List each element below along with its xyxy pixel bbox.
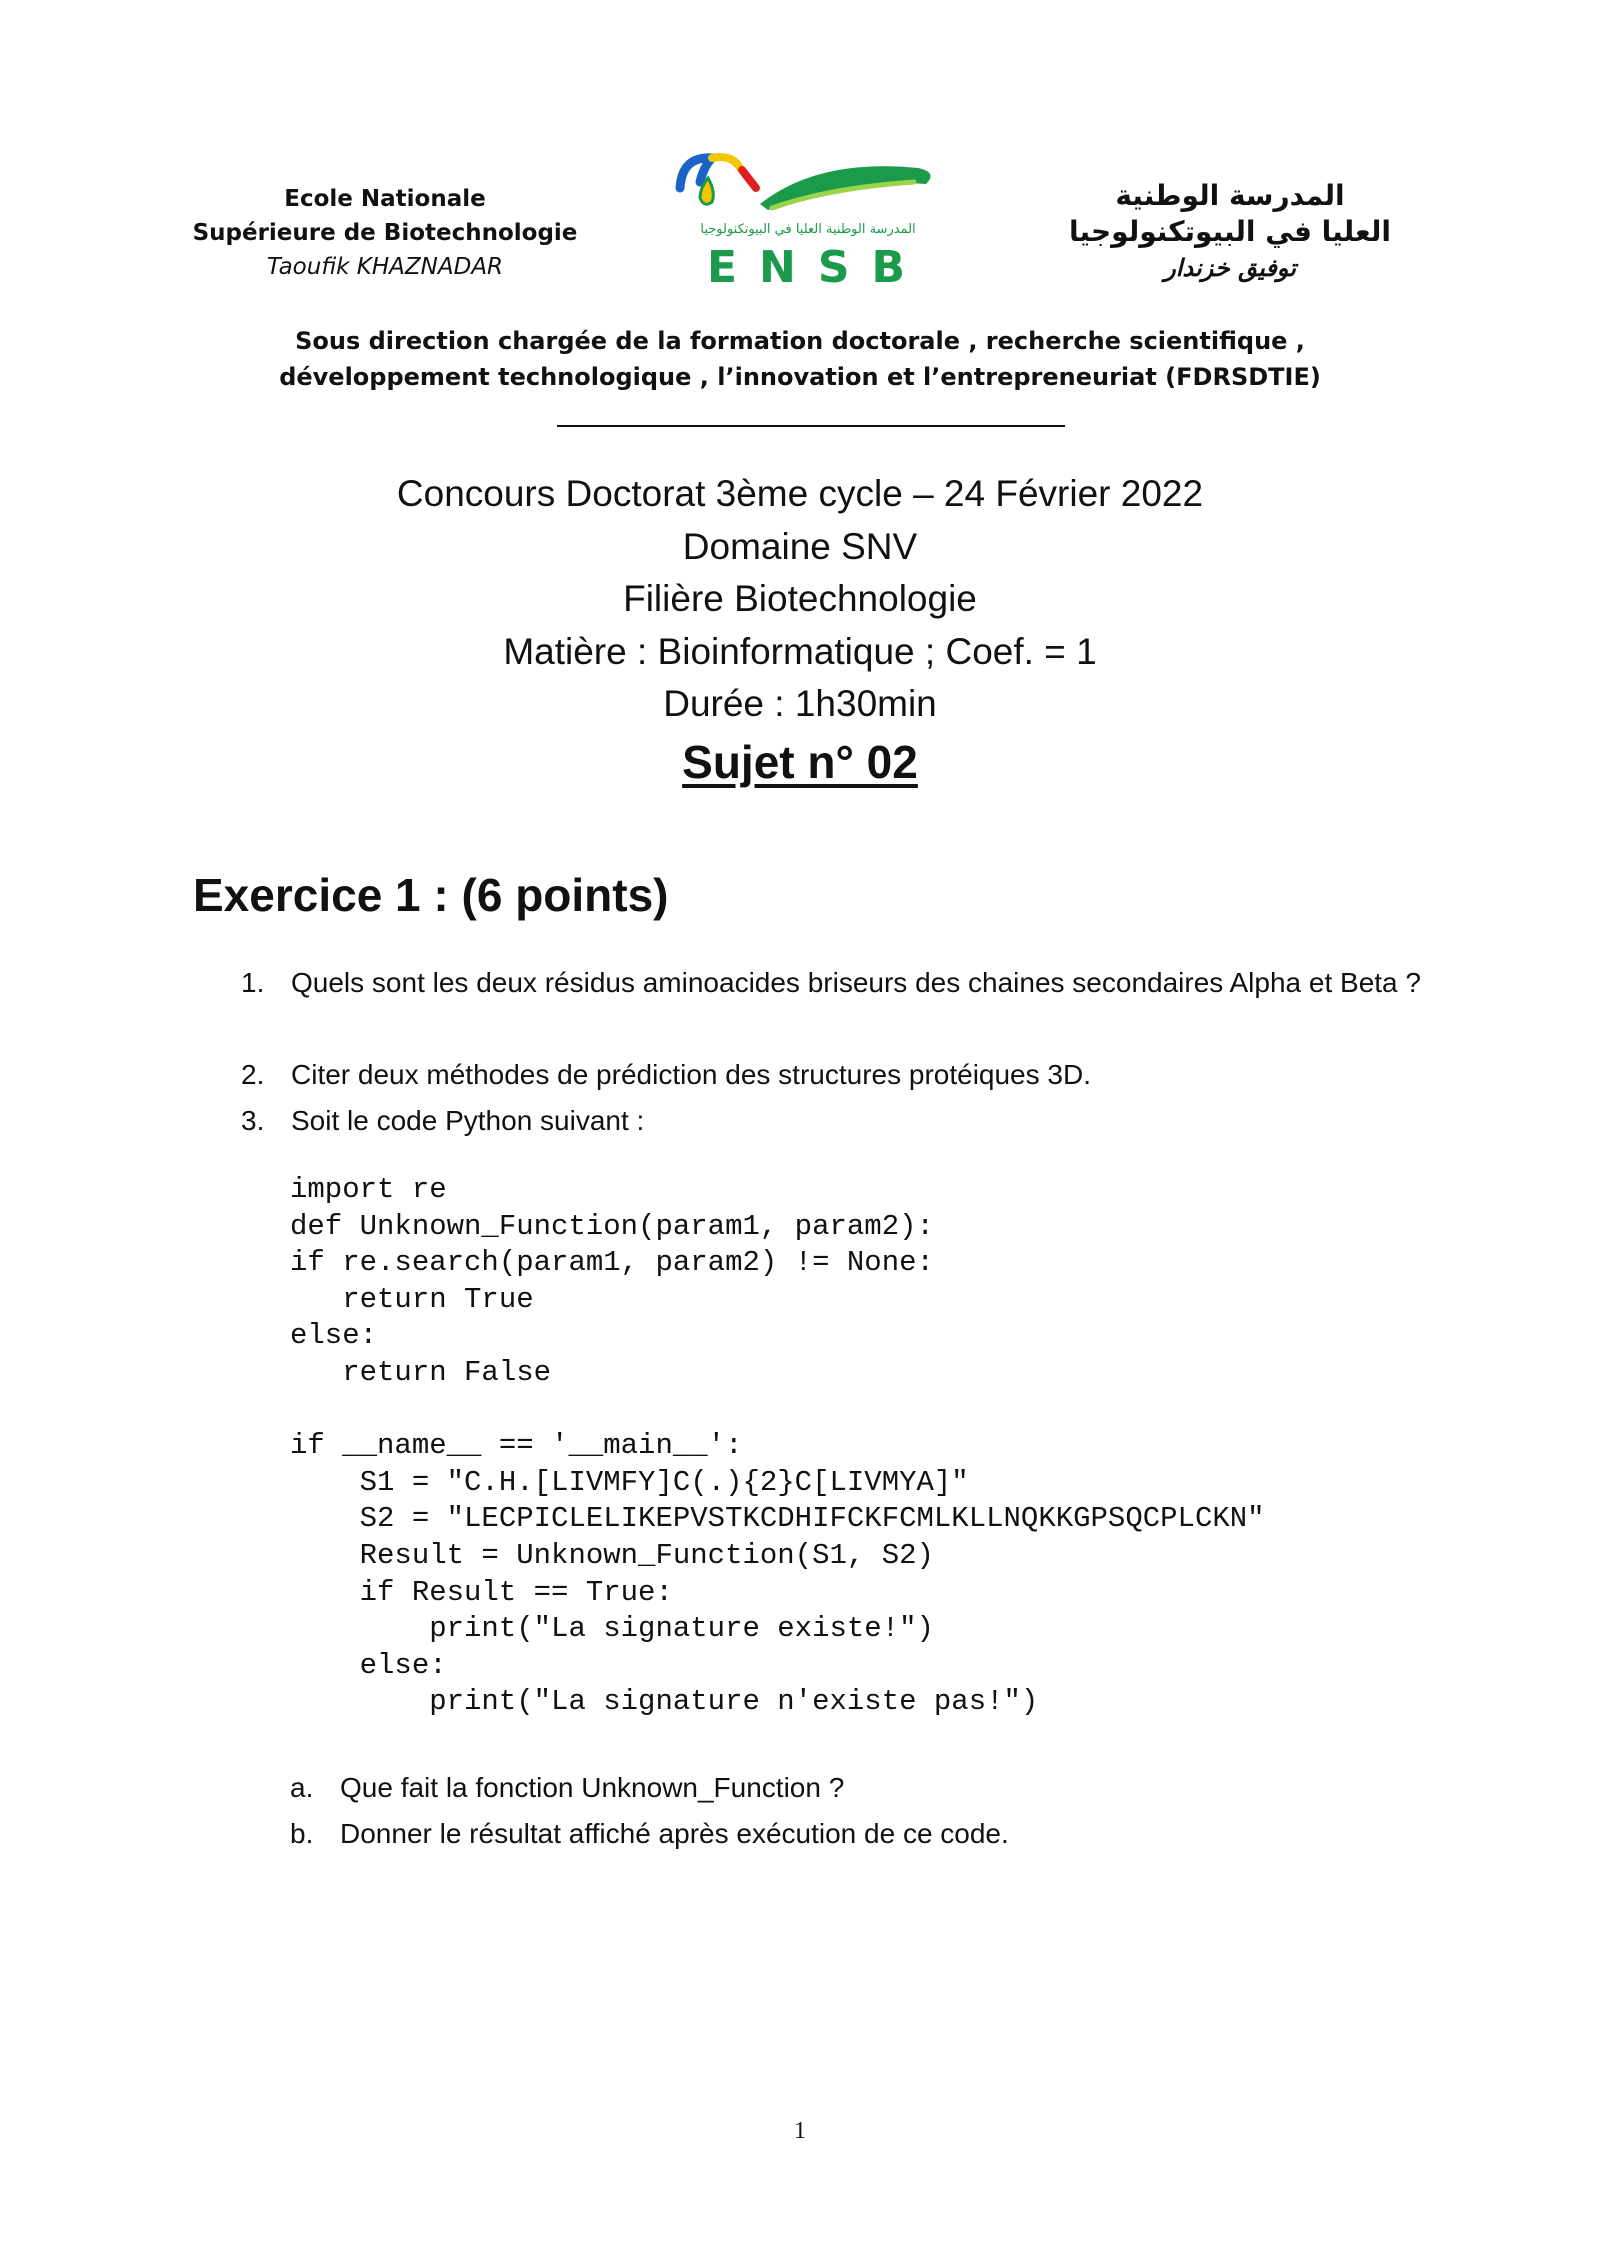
- page-number: 1: [794, 2118, 806, 2144]
- school-name-ar-line2: العليا في البيوتكنولوجيا: [1069, 215, 1391, 248]
- exam-duration: Durée : 1h30min: [663, 683, 937, 724]
- school-name-fr-line3: Taoufik KHAZNADAR: [266, 254, 504, 280]
- question-text: Citer deux méthodes de prédiction des structures protéiques 3D.: [291, 1059, 1091, 1090]
- school-name-fr: [185, 182, 585, 284]
- exam-subject-matter: Matière : Bioinformatique ; Coef. = 1: [503, 630, 1097, 672]
- subquestion-text: Que fait la fonction Unknown_Function ?: [340, 1772, 845, 1803]
- python-code-block: import re def Unknown_Function(param1, param2): if re.search(param1, param2) != None: return True else: return False if __name__ == '__main__': S1 = "C.H.[LIVMFY]C(.){2}C[LIVMYA]" S2 = "LECPICLELIKEPVSTKCDHIFCKFCMLKLLNQKKGPSQCPLCKN" Result = Unknown_Function(S1, S2) if Result == True: print("La signature existe!") else: print("La signature n'existe pas!"): [290, 1173, 1265, 1719]
- header-divider: [557, 425, 1065, 427]
- school-name-ar-line1: المدرسة الوطنية: [1115, 179, 1345, 212]
- question-number: 1.: [241, 967, 265, 998]
- subdirection-line2: développement technologique , l’innovation et l’entrepreneuriat (FDRSDTIE): [279, 363, 1321, 391]
- question-number: 3.: [241, 1105, 265, 1136]
- school-name-ar-line3: توفيق خزندار: [1164, 254, 1296, 282]
- school-name-ar: [1030, 178, 1430, 286]
- subdirection-line1: Sous direction chargée de la formation doctorale , recherche scientifique ,: [295, 327, 1305, 355]
- subquestion-letter: a.: [290, 1772, 314, 1803]
- school-name-fr-line1: Ecole Nationale: [284, 186, 486, 212]
- logo-acronym: ENSB: [706, 242, 928, 293]
- exercise-title: Exercice 1 : (6 points): [193, 869, 669, 921]
- subquestion-letter: b.: [290, 1818, 314, 1849]
- question-text: Quels sont les deux résidus aminoacides briseurs des chaines secondaires Alpha et Beta ?: [291, 967, 1421, 998]
- exam-domain: Domaine SNV: [682, 525, 918, 567]
- subject-number: Sujet n° 02: [682, 736, 918, 788]
- school-name-fr-line2: Supérieure de Biotechnologie: [192, 220, 578, 246]
- exam-info: [150, 468, 1450, 731]
- question-number: 2.: [241, 1059, 265, 1090]
- logo-arabic-text: المدرسة الوطنية العليا في البيوتكنولوجيا: [700, 222, 916, 237]
- exam-field: Filière Biotechnologie: [623, 578, 977, 619]
- subdirection: [150, 323, 1450, 395]
- subject-heading: [150, 735, 1450, 789]
- exam-title: Concours Doctorat 3ème cycle – 24 Février 2022: [396, 473, 1204, 514]
- question-text: Soit le code Python suivant :: [291, 1105, 645, 1136]
- subquestion-text: Donner le résultat affiché après exécution de ce code.: [340, 1818, 1009, 1849]
